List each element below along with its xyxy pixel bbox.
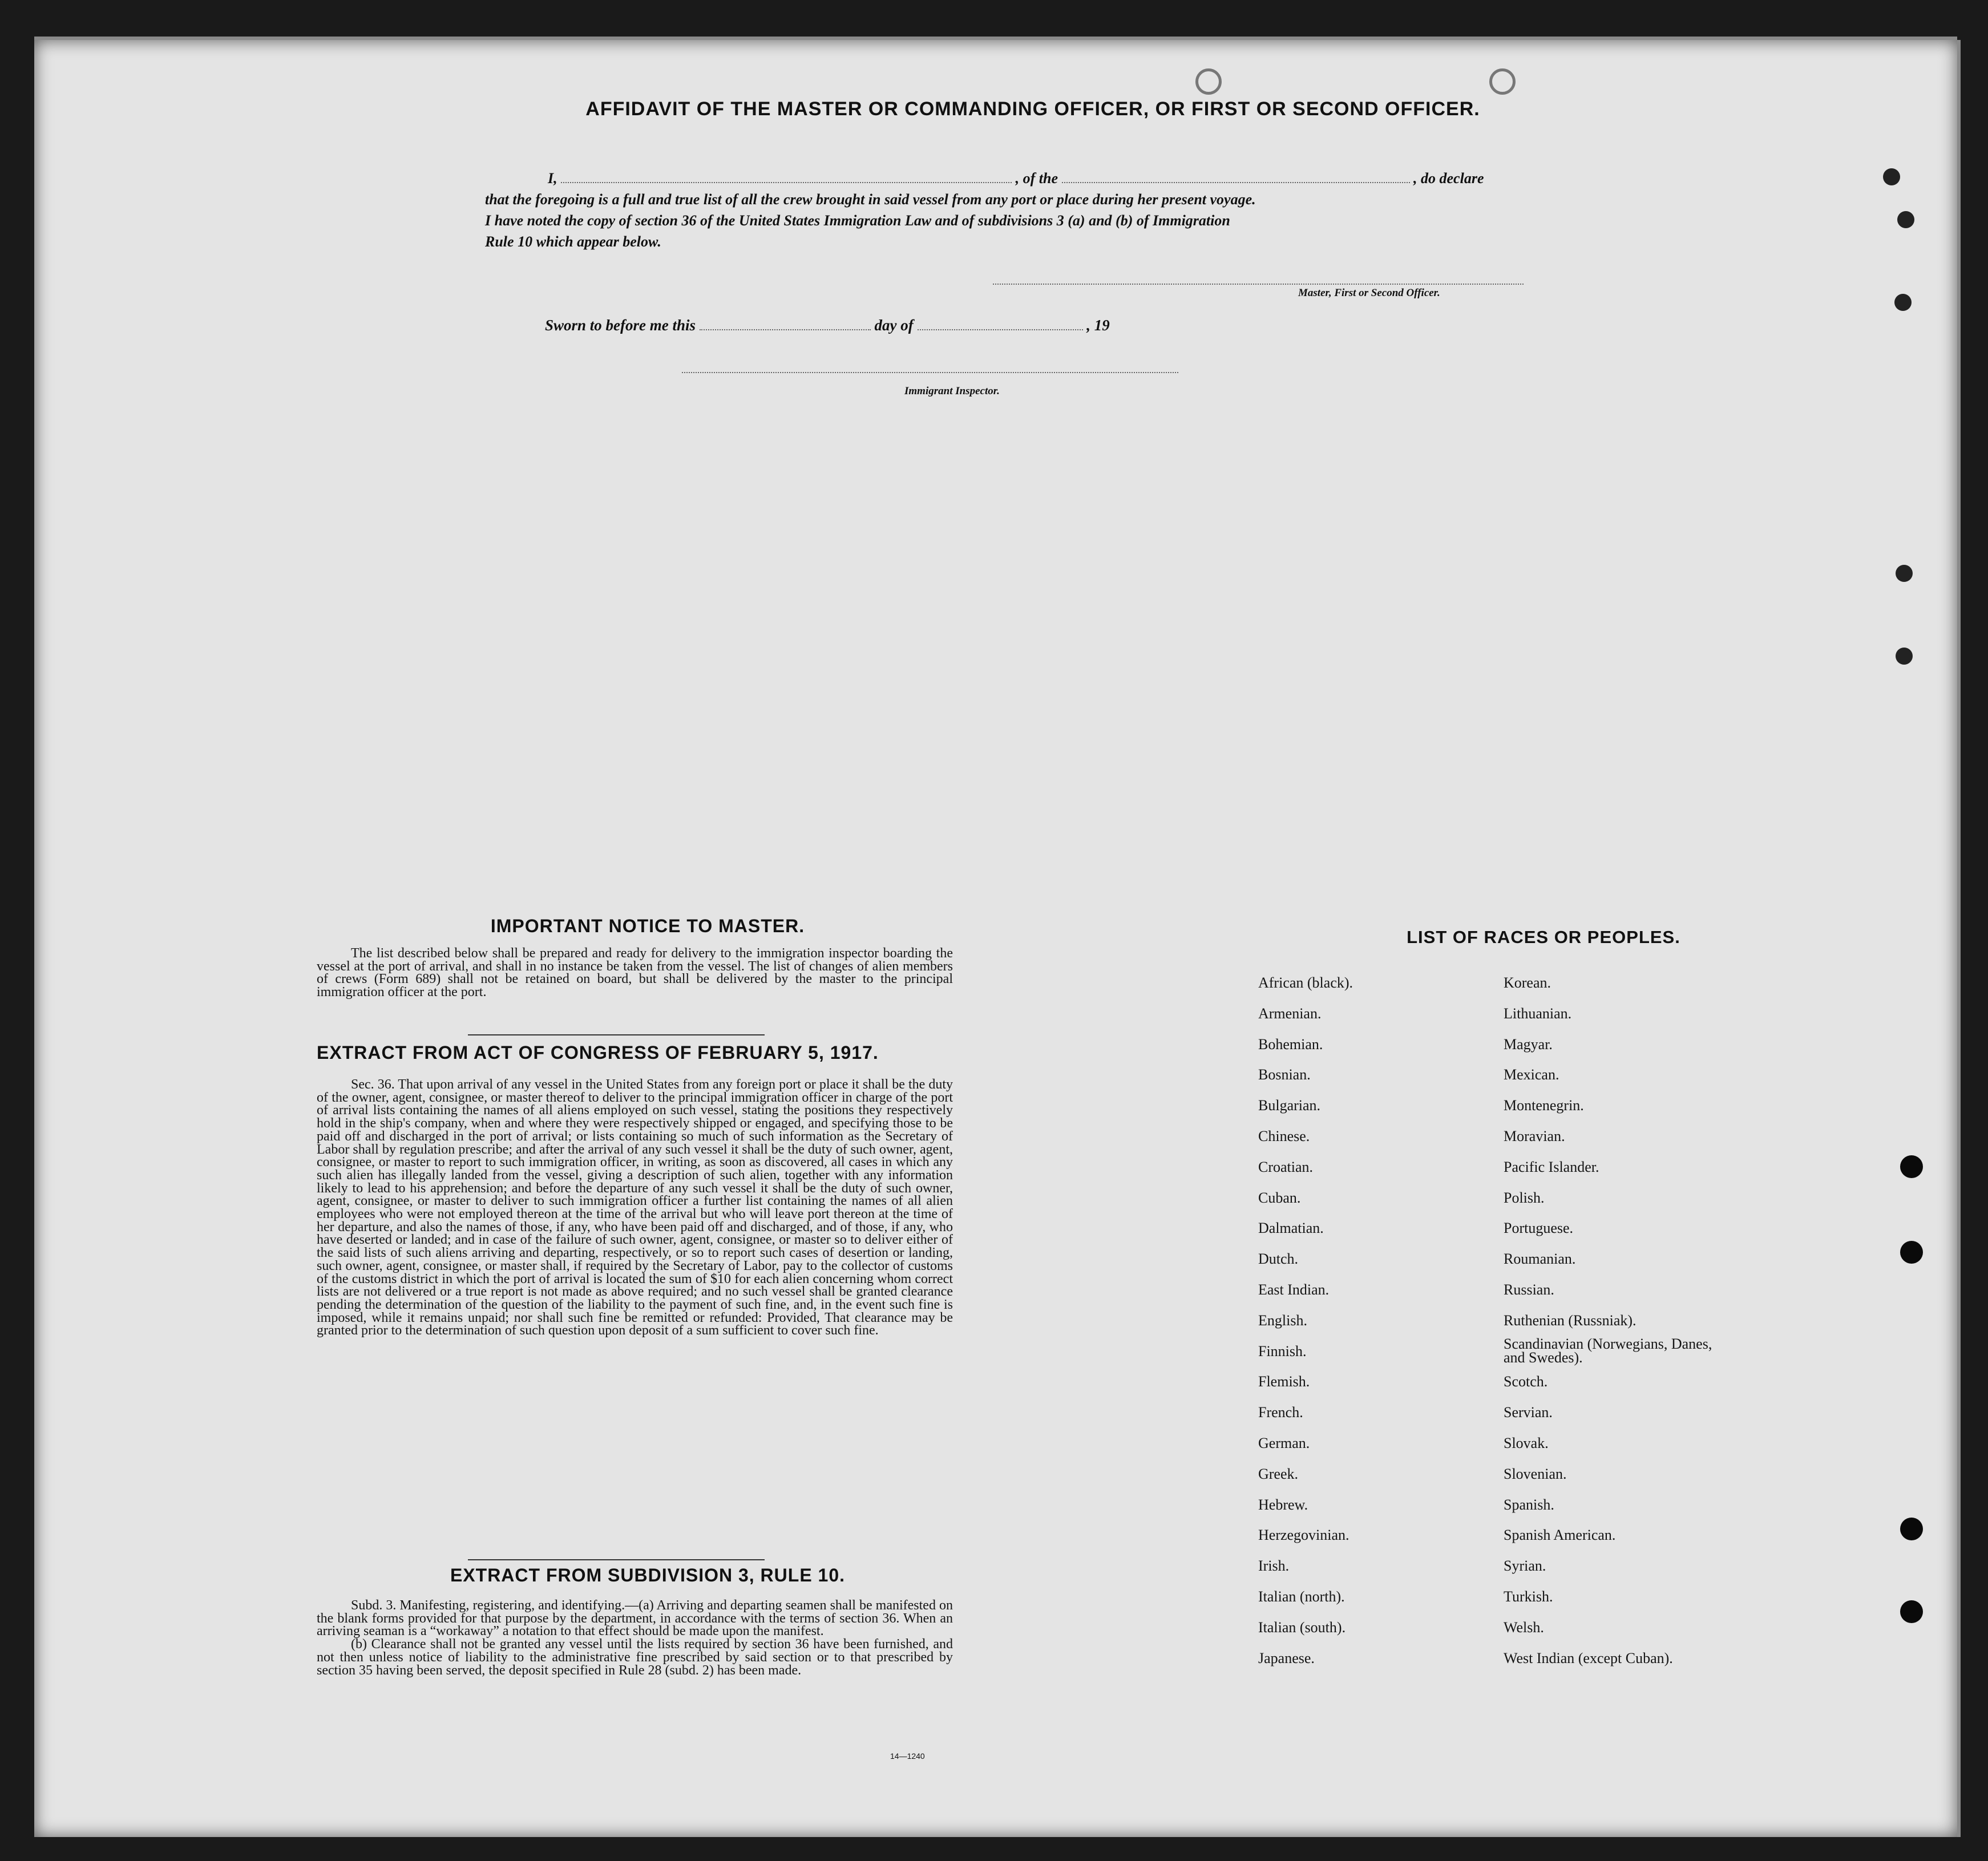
race-item: Irish. [1258, 1557, 1290, 1575]
page-edge-right [1957, 40, 1961, 1837]
race-item: Bohemian. [1258, 1035, 1323, 1053]
race-item: English. [1258, 1312, 1307, 1329]
notice-paragraph: The list described below shall be prepared and ready for delivery to the immigration inspector boarding the vessel at the port of arrival, and shall in no instance be taken from the vessel. The list of changes of alien members of crews (Form 689) shall not be retained on board, but shall be delivered by the master to the principal immigration officer at the port. [317, 946, 953, 1000]
punch-hole [1896, 648, 1913, 665]
race-item: Portuguese. [1504, 1220, 1574, 1237]
race-item: Italian (south). [1258, 1619, 1346, 1636]
notice-title: IMPORTANT NOTICE TO MASTER. [490, 916, 805, 936]
race-item: West Indian (except Cuban). [1504, 1649, 1673, 1666]
declaration-line-4: Rule 10 which appear below. [485, 233, 661, 250]
race-item: Spanish. [1504, 1496, 1554, 1513]
declaration-line-2: that the foregoing is a full and true list of all the crew brought in said vessel from any port or place during her present voyage. [485, 191, 1256, 208]
race-item: Montenegrin. [1504, 1097, 1584, 1114]
affidavit-declaration [485, 167, 1546, 252]
punch-hole [1896, 565, 1913, 582]
race-item: Polish. [1504, 1189, 1545, 1206]
punch-hole [1900, 1518, 1923, 1540]
race-item: Slovak. [1504, 1435, 1549, 1451]
race-item: Spanish American. [1504, 1527, 1616, 1544]
race-item: Welsh. [1504, 1619, 1544, 1636]
section-divider [468, 1559, 765, 1560]
race-item: Chinese. [1258, 1128, 1310, 1144]
race-item: Syrian. [1504, 1557, 1546, 1575]
sworn-year: , 19 [1086, 317, 1110, 334]
declaration-i: I, [548, 170, 557, 187]
master-signature-line[interactable] [993, 284, 1524, 285]
race-item: Bulgarian. [1258, 1097, 1321, 1114]
rule-paragraph-a: Subd. 3. Manifesting, registering, and identifying.—(a) Arriving and departing seamen shall be manifested on the blank forms provided for that purpose by the department, in accordance with the terms of section 36. When an arriving seaman is a “workaway” a notation to that effect should be made upon the manifest. [317, 1598, 953, 1639]
rule-extract-title: EXTRACT FROM SUBDIVISION 3, RULE 10. [450, 1565, 846, 1585]
race-item: Hebrew. [1258, 1496, 1308, 1513]
vessel-fill-line[interactable] [1062, 167, 1410, 183]
race-item: Ruthenian (Russniak). [1504, 1312, 1637, 1329]
act-paragraph: Sec. 36. That upon arrival of any vessel in the United States from any foreign port or place it shall be the duty of the owner, agent, consignee, or master thereof to deliver to the principal immigration officer in charge of the port of arrival lists containing the names of all aliens employed on such vessel, stating the positions they respectively hold in the ship's company, when and where they were respectively shipped or engaged, and specifying those to be paid off and discharged in the port of arrival; or lists containing so much of such information as the Secretary of Labor shall by regulation prescribe; and after the arrival of any such vessel it shall be the duty of such owner, agent, consignee, or master to report to such immigration officer, in writing, as soon as discovered, all cases in which any such alien has illegally landed from the vessel, giving a description of such alien, together with any information likely to lead to his apprehension; and before the departure of any such vessel it shall be the duty of such owner, agent, consignee, or master to deliver to such immigration officer a further list containing the names of all alien employees who were not employed thereon at the time of the arrival but who will leave port thereon at the time of her departure, and also the names of those, if any, who have been paid off and discharged, and of those, if any, who have deserted or landed; and in case of the failure of such owner, agent, consignee, or master so to deliver either of the said lists of such aliens arriving and departing, respectively, or so to report such cases of desertion or landing, such owner, agent, consignee, or master shall, if required by the Secretary of Labor, pay to the collector of customs of the customs district in which the port of arrival is located the sum of $10 for each alien concerning whom correct lists are not delivered or a true report is not made as above required; and no such vessel shall be granted clearance pending the determination of the question of the liability to the payment of such fine, and, in the event such fine is imposed, while it remains unpaid; nor shall such fine be remitted or refunded: Provided, That clearance may be granted prior to the determination of such question upon deposit of a sum sufficient to cover such fine. [317, 1077, 953, 1338]
notice-text [317, 947, 953, 999]
act-extract-text [317, 1078, 953, 1337]
punch-hole [1900, 1241, 1923, 1264]
affidavit-title: AFFIDAVIT OF THE MASTER OR COMMANDING OFFICER, OR FIRST OR SECOND OFFICER. [585, 98, 1480, 120]
punch-hole [1883, 168, 1900, 185]
inspector-caption: Immigrant Inspector. [904, 385, 1000, 397]
race-item: East Indian. [1258, 1281, 1330, 1298]
punch-hole [1900, 1155, 1923, 1178]
declaration-do-declare: , do declare [1413, 170, 1484, 187]
race-item: Scotch. [1504, 1373, 1548, 1390]
declaration-line-1 [485, 167, 1546, 189]
race-item: Greek. [1258, 1465, 1299, 1482]
race-item: Italian (north). [1258, 1588, 1345, 1605]
sworn-month-fill-line[interactable] [918, 315, 1083, 330]
rule-extract-text [317, 1599, 953, 1677]
act-extract-title: EXTRACT FROM ACT OF CONGRESS OF FEBRUARY 5, 1917. [317, 1042, 879, 1063]
race-item: Moravian. [1504, 1128, 1565, 1144]
declaration-line-3: I have noted the copy of section 36 of the United States Immigration Law and of subdivisions 3 (a) and (b) of Immigration [485, 212, 1230, 229]
binding-ring-hole [1489, 68, 1516, 95]
binding-ring-hole [1195, 68, 1222, 95]
race-item: Pacific Islander. [1504, 1158, 1599, 1175]
punch-hole [1894, 294, 1912, 311]
sworn-day-of: day of [874, 317, 914, 334]
race-item: French. [1258, 1404, 1303, 1421]
sworn-day-fill-line[interactable] [700, 315, 871, 330]
race-item: Croatian. [1258, 1158, 1314, 1175]
race-item: Finnish. [1258, 1342, 1307, 1360]
race-item: Dalmatian. [1258, 1220, 1324, 1237]
race-item: Slovenian. [1504, 1465, 1567, 1482]
race-item: Armenian. [1258, 1005, 1322, 1022]
section-divider [468, 1034, 765, 1035]
race-item: Turkish. [1504, 1588, 1553, 1605]
form-number: 14—1240 [890, 1751, 925, 1761]
races-title: LIST OF RACES OR PEOPLES. [1407, 927, 1680, 947]
rule-paragraph-b: (b) Clearance shall not be granted any vessel until the lists required by section 36 have been furnished, and not then unless notice of liability to the administrative fine prescribed by said section or to that prescribed by section 35 having been served, the deposit specified in Rule 28 (subd. 2) has been made. [317, 1637, 953, 1678]
race-item: Mexican. [1504, 1066, 1559, 1083]
punch-hole [1900, 1600, 1923, 1623]
race-item: Japanese. [1258, 1649, 1315, 1666]
name-fill-line[interactable] [561, 167, 1012, 183]
race-item: Roumanian. [1504, 1251, 1576, 1268]
race-item: African (black). [1258, 974, 1353, 991]
race-item: Korean. [1504, 974, 1551, 991]
race-item: Russian. [1504, 1281, 1554, 1298]
race-item: Bosnian. [1258, 1066, 1311, 1083]
sworn-text: Sworn to before me this [545, 317, 696, 334]
page-edge-top [34, 37, 1957, 40]
inspector-signature-line[interactable] [682, 372, 1178, 373]
race-item: Dutch. [1258, 1251, 1299, 1268]
race-item: Flemish. [1258, 1373, 1310, 1390]
declaration-of-the: , of the [1015, 170, 1058, 187]
race-item: Scandinavian (Norwegians, Danes, and Swedes). [1504, 1335, 1712, 1366]
master-caption: Master, First or Second Officer. [1298, 287, 1440, 299]
race-item: Cuban. [1258, 1189, 1301, 1206]
race-item: Herzegovinian. [1258, 1527, 1349, 1544]
race-item: Magyar. [1504, 1035, 1553, 1053]
punch-hole [1897, 211, 1914, 228]
sworn-statement [545, 315, 1230, 334]
race-item: German. [1258, 1435, 1310, 1451]
race-item: Lithuanian. [1504, 1005, 1572, 1022]
race-item: Servian. [1504, 1404, 1553, 1421]
